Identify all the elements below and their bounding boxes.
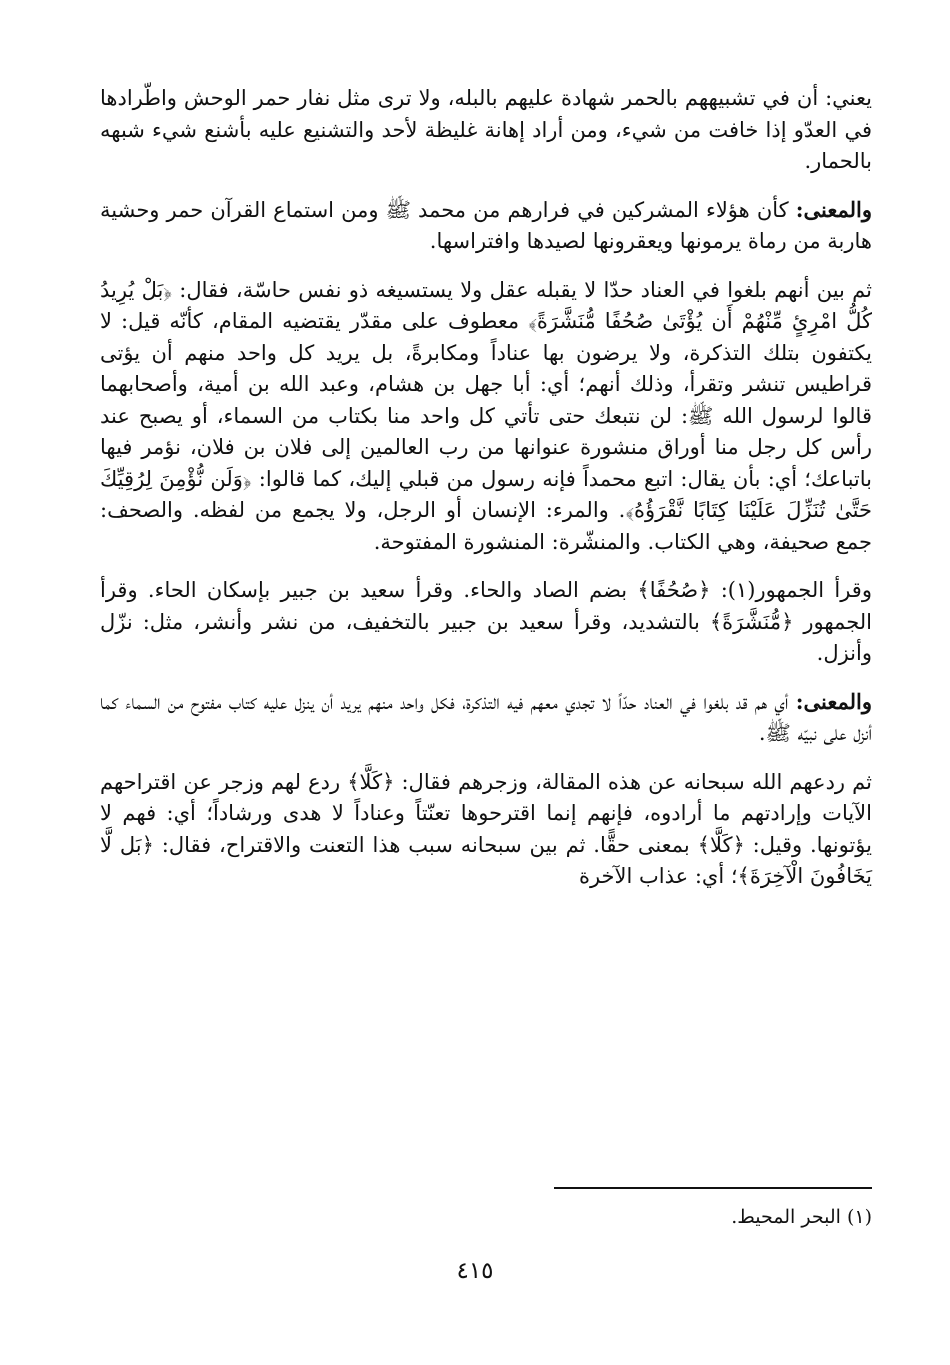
paragraph-4-text: وقرأ الجمهور(١): ﴿صُحُفًا﴾ بضم الصاد والحاء. وقرأ سعيد بن جبير بإسكان الحاء. وقرأ الجمهور ﴿مُّنَشَّرَةً﴾ بالتشديد، وقرأ سعيد بن جبير بالتخفيف، من نشر وأنشر، مثل: نزّل وأنزل. xyxy=(100,578,872,665)
paragraph-6-text: ثم ردعهم الله سبحانه عن هذه المقالة، وزجرهم فقال: ﴿كَلَّا﴾ ردع لهم وزجر عن اقتراحهم الآيات وإرادتهم ما أرادوه، فإنهم إنما اقترحوها تعنّتاً وعناداً لا هدى ورشاداً؛ أي: فهم لا يؤتونها. وقيل: ﴿كَلَّا﴾ بمعنى حقًّا. ثم بين سبحانه سبب هذا التعنت والاقتراح، فقال: ﴿بَل لَّا يَخَافُونَ الْآخِرَةَ﴾؛ أي: عذاب الآخرة xyxy=(100,769,872,888)
paragraph-2-text: كأن هؤلاء المشركين في فرارهم من محمد ﷺ ومن استماع القرآن حمر وحشية هاربة من رماة يرمونها ويعقرونها لصيدها وافتراسها. xyxy=(100,197,872,253)
paragraph-2 xyxy=(100,194,872,258)
paragraph-5 xyxy=(100,686,872,750)
paragraph-1-text: يعني: أن في تشبيههم بالحمر شهادة عليهم بالبله، ولا ترى مثل نفار حمر الوحش واطّرادها في العدّو إذا خافت من شيء، ومن أراد إهانة غليظة لأحد والتشنيع عليه بأشنع شيء شبهه بالحمار. xyxy=(100,86,872,173)
paragraph-5-lead: والمعنى: xyxy=(795,688,872,714)
footnote: (١) البحر المحيط. xyxy=(731,1206,872,1228)
paragraph-6 xyxy=(100,766,872,893)
page-number: ٤١٥ xyxy=(456,1258,494,1284)
paragraph-3-text: ثم بين أنهم بلغوا في العناد حدّا لا يقبله عقل ولا يستسيغه ذو نفس حاسّة، فقال: ﴿بَلْ يُرِيدُ كُلُّ امْرِئٍ مِّنْهُمْ أَن يُؤْتَىٰ صُحُفًا مُّنَشَّرَةً﴾ معطوف على مقدّر يقتضيه المقام، كأنّه قيل: لا يكتفون بتلك التذكرة، ولا يرضون بها عناداً ومكابرةً، بل يريد كل واحد منهم أن يؤتى قراطيس تنشر وتقرأ، وذلك أنهم؛ أي: أبا جهل بن هشام، وعبد الله بن أمية، وأصحابهما قالوا لرسول الله ﷺ: لن نتبعك حتى تأتي كل واحد منا بكتاب من السماء، أو يصبح عند رأس كل رجل منا أوراق منشورة عنوانها من رب العالمين إلى فلان بن فلان، نؤمر فيها باتباعك؛ أي: بأن يقال: اتبع محمداً فإنه رسول من قبلي إليك، كما قالوا: ﴿وَلَن نُّؤْمِنَ لِرُقِيِّكَ حَتَّىٰ تُنَزِّلَ عَلَيْنَا كِتَابًا نَّقْرَؤُهُ﴾. والمرء: الإنسان أو الرجل، ولا يجمع من لفظه. والصحف: جمع صحيفة، وهي الكتاب. والمنشّرة: المنشورة المفتوحة. xyxy=(100,277,872,554)
paragraph-5-text: أي هم قد بلغوا في العناد حدّاً لا تجدي معهم فيه التذكرة، فكل واحد منهم يريد أن ينزل عليه كتاب مفتوح من السماء كما أنزل على نبيّه ﷺ. xyxy=(100,689,872,745)
paragraph-3 xyxy=(100,274,872,559)
paragraph-2-lead: والمعنى: xyxy=(795,196,872,222)
paragraph-1 xyxy=(100,82,872,178)
footnote-divider xyxy=(554,1187,872,1189)
paragraph-4 xyxy=(100,574,872,670)
page-body xyxy=(100,82,872,909)
